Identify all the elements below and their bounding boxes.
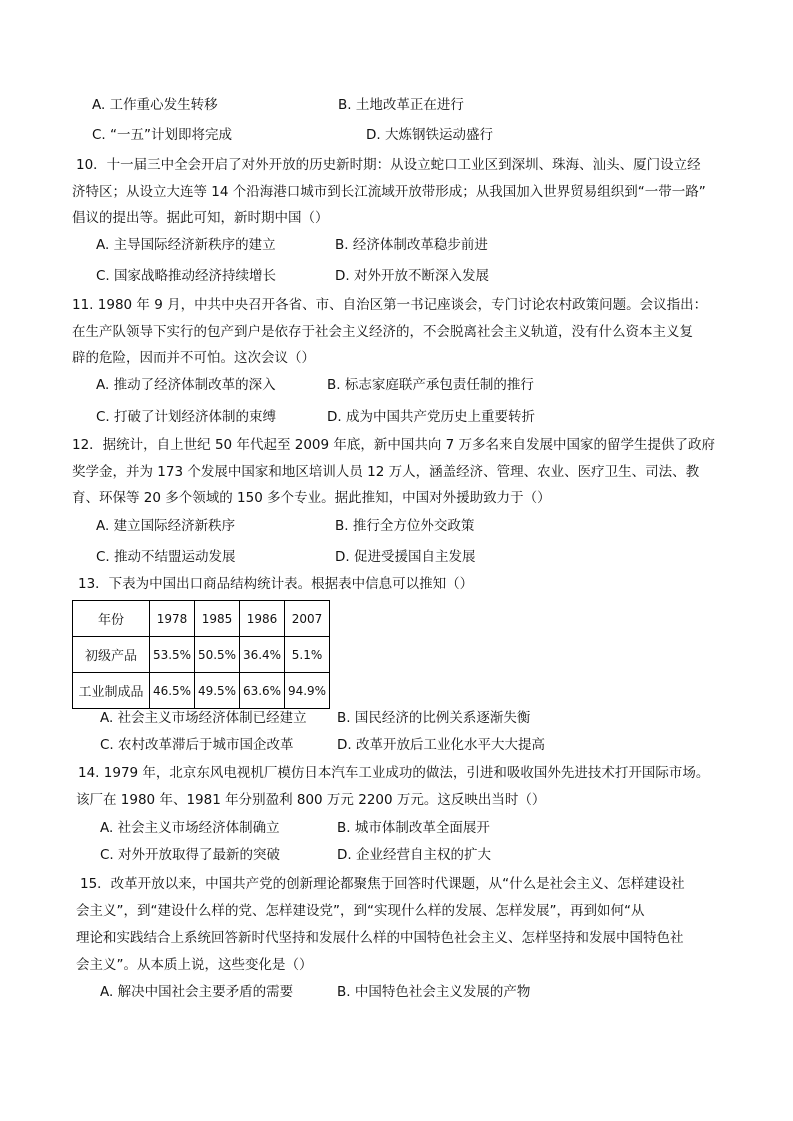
q12-option-d: D. 促进受援国自主发展 xyxy=(335,549,476,565)
table-header-year: 2007 xyxy=(285,601,330,637)
table-cell: 36.4% xyxy=(240,637,285,673)
q11-stem-line-1: 11. 1980 年 9 月，中共中央召开各省、市、自治区第一书记座谈会，专门讨论农村政策问题。会议指出： xyxy=(72,297,708,313)
q14-option-b: B. 城市体制改革全面展开 xyxy=(337,820,490,836)
table-header-year: 1985 xyxy=(195,601,240,637)
q14-option-c: C. 对外开放取得了最新的突破 xyxy=(100,847,281,863)
q10-option-d: D. 对外开放不断深入发展 xyxy=(335,268,489,284)
q12-stem-line-3: 育、环保等 20 多个领域的 150 多个专业。据此推知，中国对外援助致力于（） xyxy=(72,490,551,506)
q9-option-a: A. 工作重心发生转移 xyxy=(92,97,218,113)
table-cell: 49.5% xyxy=(195,673,240,709)
q10-option-a: A. 主导国际经济新秩序的建立 xyxy=(96,237,276,253)
table-header-year-label: 年份 xyxy=(73,601,150,637)
q13-option-b: B. 国民经济的比例关系逐渐失衡 xyxy=(337,710,531,726)
q14-option-d: D. 企业经营自主权的扩大 xyxy=(337,847,491,863)
q12-stem-line-2: 奖学金，并为 173 个发展中国家和地区培训人员 12 万人，涵盖经济、管理、农业、医疗卫生、司法、教 xyxy=(72,464,700,480)
q15-option-b: B. 中国特色社会主义发展的产物 xyxy=(337,984,531,1000)
q11-option-b: B. 标志家庭联产承包责任制的推行 xyxy=(327,377,534,393)
q12-option-c: C. 推动不结盟运动发展 xyxy=(96,549,236,565)
q9-option-c: C. “一五”计划即将完成 xyxy=(92,127,232,143)
q10-stem-line-1: 10．十一届三中全会开启了对外开放的历史新时期：从设立蛇口工业区到深圳、珠海、汕头、厦门设立经 xyxy=(76,157,701,173)
q11-option-a: A. 推动了经济体制改革的深入 xyxy=(96,377,276,393)
q11-option-c: C. 打破了计划经济体制的束缚 xyxy=(96,409,277,425)
q10-stem-line-2: 济特区；从设立大连等 14 个沿海港口城市到长江流域开放带形成；从我国加入世界贸易组织到“一带一路” xyxy=(72,184,706,200)
q11-stem-line-3: 辟的危险，因而并不可怕。这次会议（） xyxy=(72,350,315,366)
table-header-row xyxy=(73,601,330,637)
q13-option-a: A. 社会主义市场经济体制已经建立 xyxy=(100,710,307,726)
q12-stem-line-1: 12．据统计，自上世纪 50 年代起至 2009 年底，新中国共向 7 万多名来自发展中国家的留学生提供了政府 xyxy=(72,437,716,453)
q14-option-a: A. 社会主义市场经济体制确立 xyxy=(100,820,280,836)
table-cell: 63.6% xyxy=(240,673,285,709)
export-structure-table xyxy=(72,600,330,709)
q13-stem: 13．下表为中国出口商品结构统计表。根据表中信息可以推知（） xyxy=(78,576,474,592)
table-row xyxy=(73,673,330,709)
q15-stem-line-1: 15．改革开放以来，中国共产党的创新理论都聚焦于回答时代课题，从“什么是社会主义、怎样建设社 xyxy=(80,876,685,892)
q13-option-c: C. 农村改革滞后于城市国企改革 xyxy=(100,737,294,753)
q12-option-a: A. 建立国际经济新秩序 xyxy=(96,518,236,534)
q15-stem-line-2: 会主义”，到“建设什么样的党、怎样建设党”，到“实现什么样的发展、怎样发展”，再到如何“从 xyxy=(76,903,645,919)
table-cell: 46.5% xyxy=(150,673,195,709)
q15-stem-line-3: 理论和实践结合上系统回答新时代坚持和发展什么样的中国特色社会主义、怎样坚持和发展中国特色社 xyxy=(76,930,684,946)
table-cell: 50.5% xyxy=(195,637,240,673)
table-cell: 53.5% xyxy=(150,637,195,673)
table-cell: 5.1% xyxy=(285,637,330,673)
q11-option-d: D. 成为中国共产党历史上重要转折 xyxy=(327,409,535,425)
q14-stem-line-2: 该厂在 1980 年、1981 年分别盈利 800 万元 2200 万元。这反映出当时（） xyxy=(76,792,546,808)
table-header-year: 1978 xyxy=(150,601,195,637)
q15-option-a: A. 解决中国社会主要矛盾的需要 xyxy=(100,984,294,1000)
q10-stem-line-3: 倡议的提出等。据此可知，新时期中国（） xyxy=(72,210,329,226)
table-header-year: 1986 xyxy=(240,601,285,637)
q14-stem-line-1: 14. 1979 年，北京东风电视机厂模仿日本汽车工业成功的做法，引进和吸收国外先进技术打开国际市场。 xyxy=(78,765,710,781)
q9-option-d: D. 大炼钢铁运动盛行 xyxy=(366,127,493,143)
table-row-label: 初级产品 xyxy=(73,637,150,673)
q11-stem-line-2: 在生产队领导下实行的包产到户是依存于社会主义经济的，不会脱离社会主义轨道，没有什么资本主义复 xyxy=(72,324,693,340)
table-row-label: 工业制成品 xyxy=(73,673,150,709)
table-row xyxy=(73,637,330,673)
q15-stem-line-4: 会主义”。从本质上说，这些变化是（） xyxy=(76,957,313,973)
table-cell: 94.9% xyxy=(285,673,330,709)
q9-option-b: B. 土地改革正在进行 xyxy=(338,97,464,113)
q13-option-d: D. 改革开放后工业化水平大大提高 xyxy=(337,737,545,753)
q12-option-b: B. 推行全方位外交政策 xyxy=(335,518,475,534)
q10-option-b: B. 经济体制改革稳步前进 xyxy=(335,237,488,253)
q10-option-c: C. 国家战略推动经济持续增长 xyxy=(96,268,277,284)
